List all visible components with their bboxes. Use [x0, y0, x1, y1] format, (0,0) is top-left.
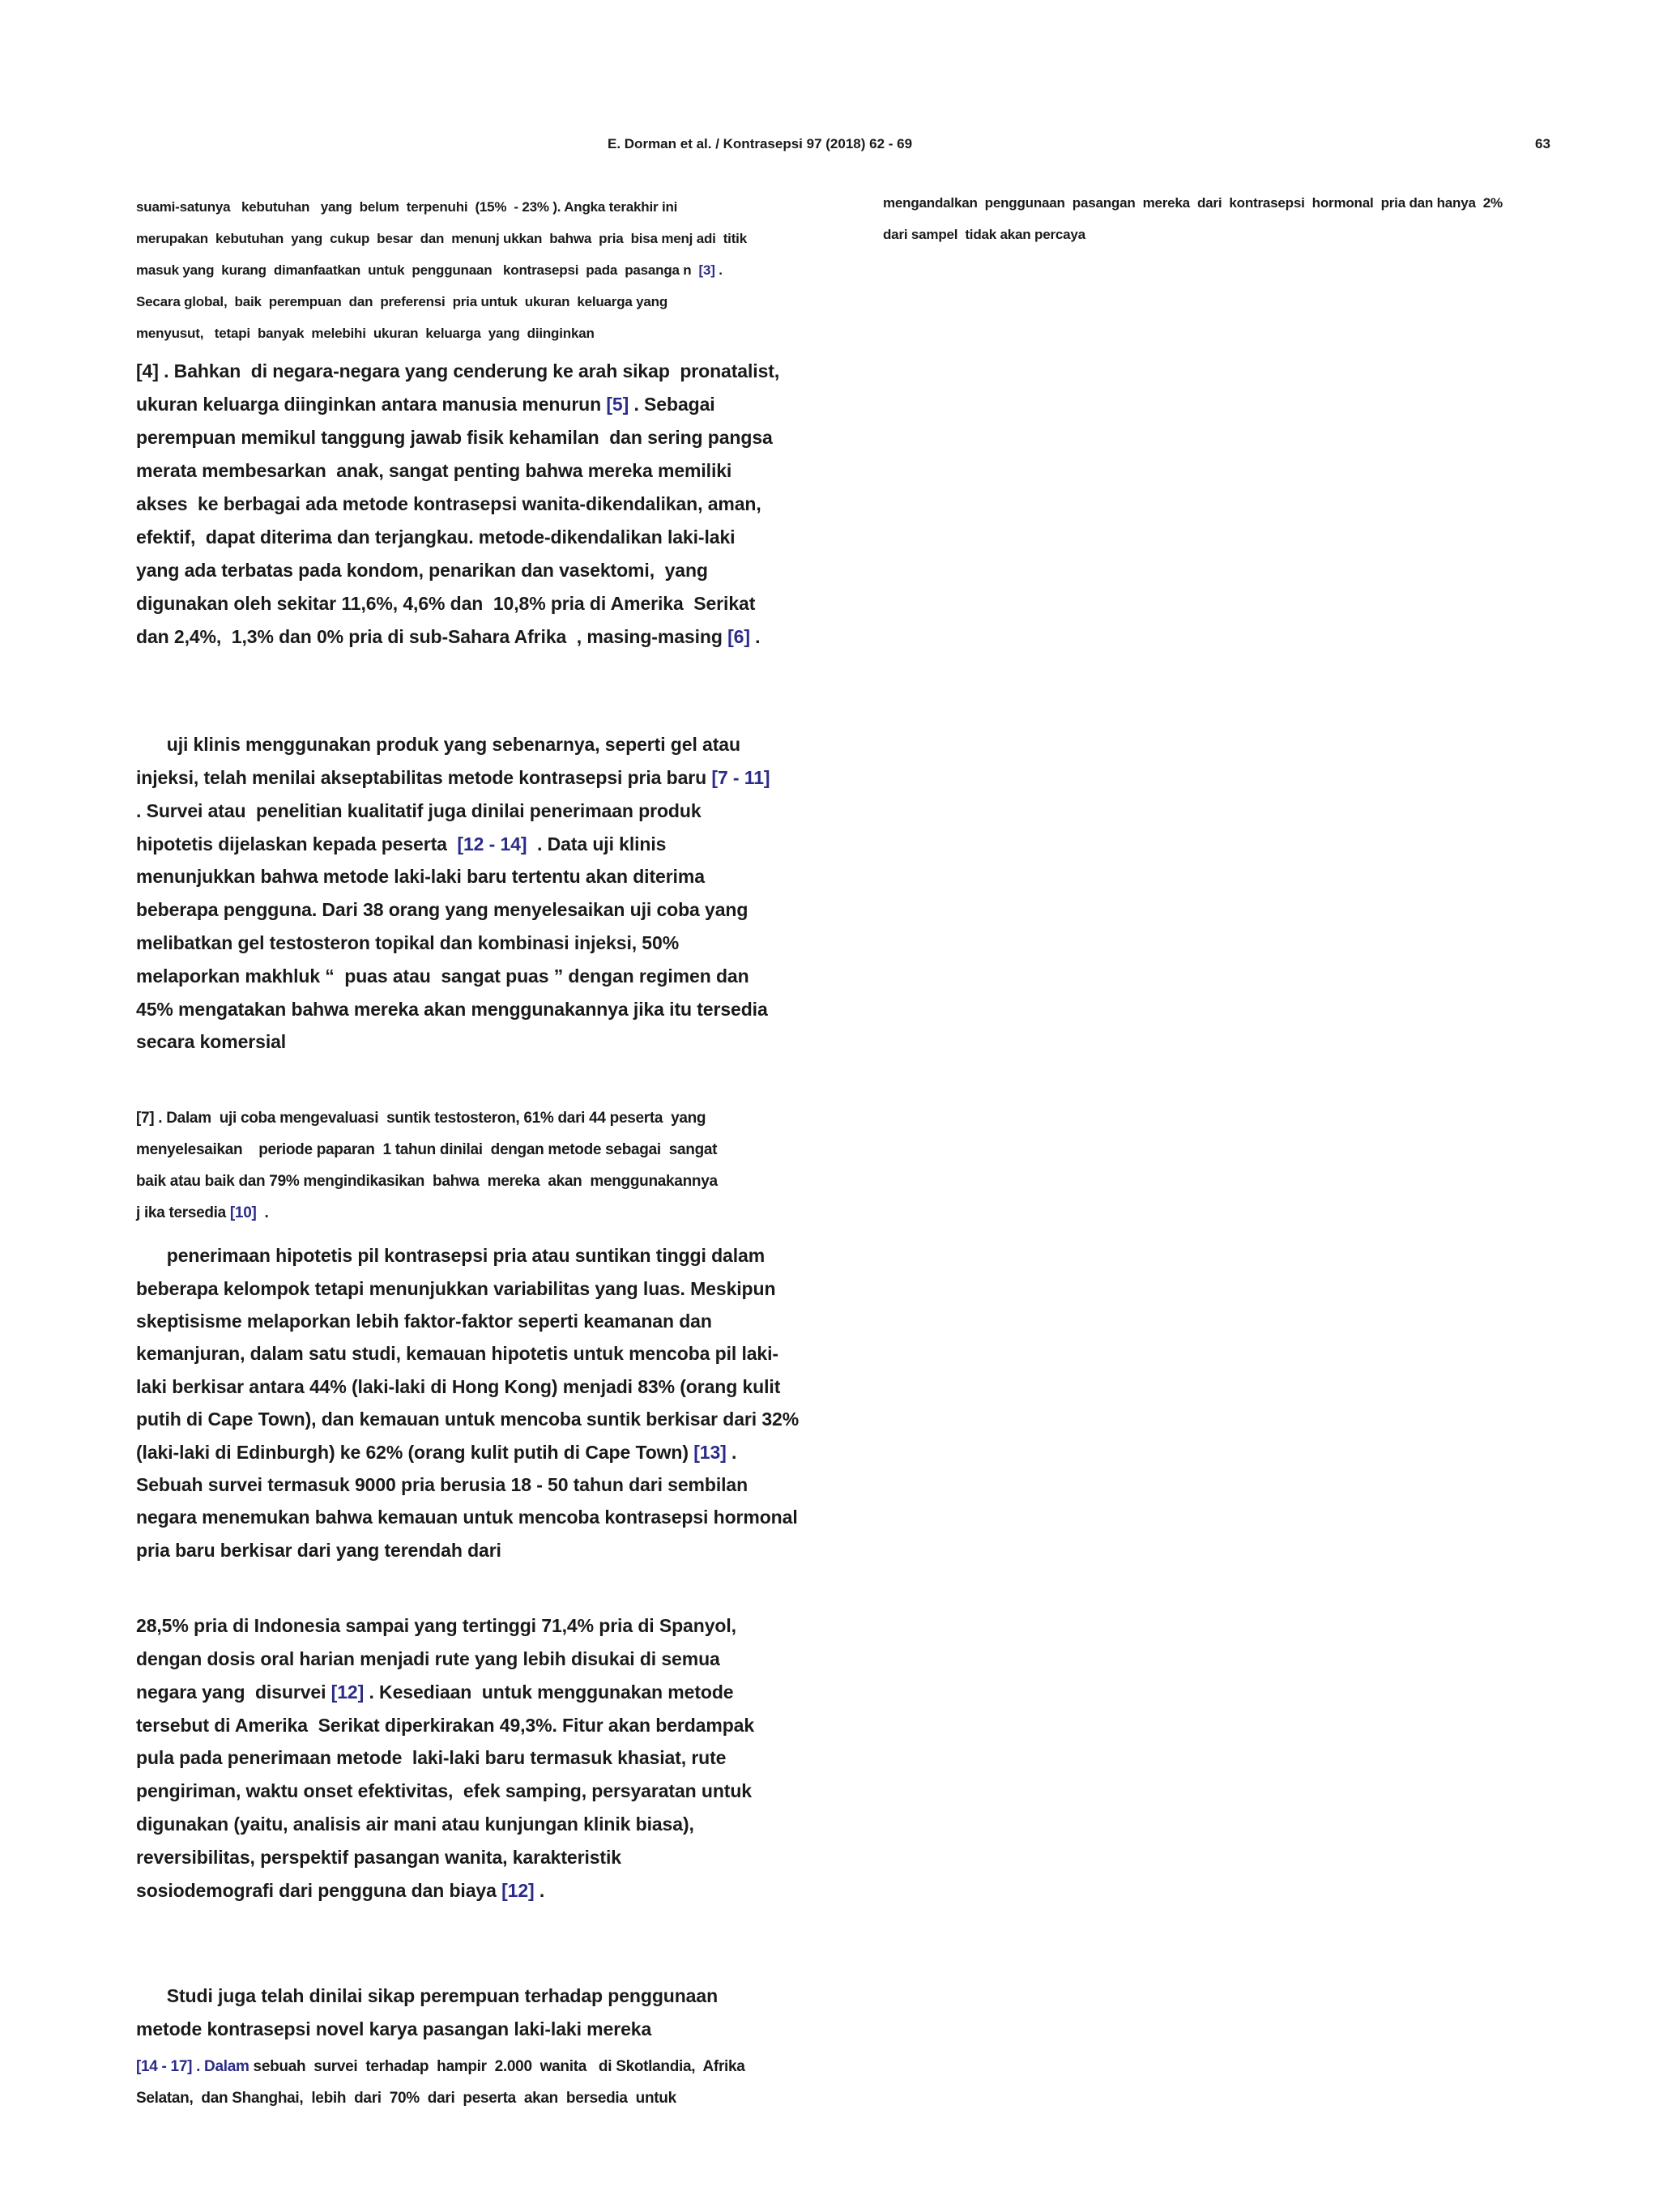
text-segment: Secara global, baik perempuan dan preferensi pria untuk ukuran keluarga yang	[136, 293, 668, 309]
text-line	[136, 1110, 706, 1127]
text-line	[136, 1409, 799, 1430]
text-line	[136, 593, 755, 615]
text-line	[136, 394, 715, 416]
text-segment: sebuah survei terhadap hampir 2.000 wanita di Skotlandia, Afrika	[249, 2057, 745, 2075]
text-line	[136, 1507, 798, 1528]
text-segment: j ika tersedia	[136, 1204, 230, 1221]
text-line	[136, 1615, 736, 1637]
text-segment: putih di Cape Town), dan kemauan untuk mencoba suntik berkisar dari 32%	[136, 1409, 800, 1430]
text-segment: dengan dosis oral harian menjadi rute yang lebih disukai di semua	[136, 1648, 720, 1669]
text-segment: 28,5% pria di Indonesia sampai yang tertinggi 71,4% pria di Spanyol,	[136, 1615, 736, 1637]
text-line	[136, 932, 679, 954]
text-segment: baik atau baik dan 79% mengindikasikan bahwa mereka akan menggunakannya	[136, 1172, 718, 1190]
text-line	[136, 1204, 268, 1222]
text-line	[136, 899, 748, 921]
text-segment: merupakan kebutuhan yang cukup besar dan menunj ukkan bahwa pria bisa menj adi titik	[136, 230, 747, 246]
text-line	[136, 1343, 778, 1365]
citation-link[interactable]: [7 - 11]	[711, 767, 770, 788]
text-segment: .	[256, 1204, 269, 1221]
text-line	[136, 1648, 720, 1670]
text-segment: merata membesarkan anak, sangat penting bahwa mereka memiliki	[136, 460, 732, 482]
text-line	[136, 526, 735, 548]
text-segment: .	[726, 1441, 737, 1463]
text-segment: akses ke berbagai ada metode kontrasepsi wanita-dikendalikan, aman,	[136, 493, 761, 515]
citation-link[interactable]: [3]	[698, 262, 715, 278]
running-title: E. Dorman et al. / Kontrasepsi 97 (2018) 62 - 69	[608, 136, 913, 151]
text-segment: . Kesediaan untuk menggunakan metode	[364, 1681, 734, 1703]
text-segment: injeksi, telah menilai akseptabilitas metode kontrasepsi pria baru	[136, 767, 712, 788]
text-segment: secara komersial	[136, 1031, 287, 1053]
text-line	[136, 1715, 754, 1737]
text-line	[136, 1474, 748, 1496]
text-segment: reversibilitas, perspektif pasangan wanita, karakteristik	[136, 1846, 621, 1868]
text-line	[136, 2018, 651, 2040]
text-segment: beberapa kelompok tetapi menunjukkan variabilitas yang luas. Meskipun	[136, 1277, 776, 1299]
text-segment: perempuan memikul tanggung jawab fisik kehamilan dan sering pangsa	[136, 427, 773, 449]
text-segment: 45% mengatakan bahwa mereka akan menggunakannya jika itu tersedia	[136, 998, 768, 1020]
text-segment: . Sebagai	[629, 394, 715, 416]
text-line	[136, 1880, 544, 1902]
citation-link[interactable]: [12]	[501, 1879, 535, 1901]
text-segment: penerimaan hipotetis pil kontrasepsi pria atau suntikan tinggi dalam	[136, 1245, 766, 1267]
citation-link[interactable]: [14 - 17] . Dalam	[136, 2057, 249, 2075]
text-line	[136, 1681, 733, 1703]
citation-link[interactable]: [12 - 14]	[457, 833, 527, 855]
text-line	[136, 734, 740, 756]
text-line	[136, 1141, 717, 1159]
text-segment: dan 2,4%, 1,3% dan 0% pria di sub-Sahara Afrika , masing-masing	[136, 626, 728, 648]
text-line	[136, 262, 723, 279]
text-segment: dari sampel tidak akan percaya	[883, 226, 1085, 242]
text-line	[136, 460, 731, 482]
text-segment: pula pada penerimaan metode laki-laki baru termasuk khasiat, rute	[136, 1747, 727, 1769]
text-line	[136, 326, 595, 342]
text-segment: menunjukkan bahwa metode laki-laki baru tertentu akan diterima	[136, 866, 705, 888]
text-segment: sosiodemografi dari pengguna dan biaya	[136, 1879, 502, 1901]
text-line	[136, 231, 747, 247]
text-line	[136, 767, 770, 789]
text-segment: Studi juga telah dinilai sikap perempuan terhadap penggunaan	[136, 1985, 719, 2007]
text-line	[136, 1278, 775, 1300]
text-segment: menyelesaikan periode paparan 1 tahun dinilai dengan metode sebagai sangat	[136, 1140, 718, 1158]
text-segment: mengandalkan penggunaan pasangan mereka dari kontrasepsi hormonal pria dan hanya 2%	[883, 194, 1503, 211]
text-line	[136, 1442, 736, 1464]
text-segment: . Survei atau penelitian kualitatif juga dinilai penerimaan produk	[136, 799, 702, 821]
text-segment: negara menemukan bahwa kemauan untuk mencoba kontrasepsi hormonal	[136, 1507, 798, 1528]
text-line	[136, 833, 666, 855]
text-line	[136, 2058, 745, 2076]
text-segment: metode kontrasepsi novel karya pasangan laki-laki mereka	[136, 2018, 652, 2040]
text-line	[136, 1173, 718, 1191]
citation-link[interactable]: [12]	[331, 1681, 365, 1703]
text-segment: Sebuah survei termasuk 9000 pria berusia 18 - 50 tahun dari sembilan	[136, 1474, 748, 1495]
text-segment: [7] . Dalam uji coba mengevaluasi suntik testosteron, 61% dari 44 peserta yang	[136, 1109, 706, 1127]
text-segment: digunakan (yaitu, analisis air mani atau kunjungan klinik biasa),	[136, 1813, 694, 1835]
text-line	[136, 1376, 780, 1398]
citation-link[interactable]: [6]	[727, 626, 750, 648]
text-line	[136, 1311, 712, 1332]
text-segment: laki berkisar antara 44% (laki-laki di Hong Kong) menjadi 83% (orang kulit	[136, 1375, 781, 1397]
text-segment: pria baru berkisar dari yang terendah dari	[136, 1539, 501, 1561]
text-line	[136, 294, 667, 310]
text-line	[136, 493, 761, 515]
text-segment: .	[534, 1879, 545, 1901]
citation-link[interactable]: [5]	[606, 394, 629, 416]
text-segment: (laki-laki di Edinburgh) ke 62% (orang kulit putih di Cape Town)	[136, 1441, 694, 1463]
text-segment: digunakan oleh sekitar 11,6%, 4,6% dan 10,8% pria di Amerika Serikat	[136, 593, 756, 615]
text-line	[136, 1245, 765, 1267]
text-segment: beberapa pengguna. Dari 38 orang yang menyelesaikan uji coba yang	[136, 899, 748, 921]
text-line	[136, 2090, 676, 2108]
text-line	[883, 227, 1085, 243]
page-number: 63	[1535, 136, 1550, 151]
text-line	[136, 866, 705, 888]
text-line	[136, 999, 768, 1021]
text-segment: pengiriman, waktu onset efektivitas, efek samping, persyaratan untuk	[136, 1780, 752, 1802]
text-segment: Selatan, dan Shanghai, lebih dari 70% dari peserta akan bersedia untuk	[136, 2089, 676, 2107]
text-line	[136, 427, 773, 449]
text-segment: .	[714, 262, 723, 278]
text-segment: yang ada terbatas pada kondom, penarikan dan vasektomi, yang	[136, 560, 708, 582]
text-segment: ukuran keluarga diinginkan antara manusia menurun	[136, 394, 607, 416]
text-line	[136, 1031, 286, 1053]
text-line	[136, 800, 702, 822]
text-line	[136, 965, 749, 987]
text-segment: suami-satunya kebutuhan yang belum terpenuhi (15% - 23% ). Angka terakhir ini	[136, 198, 678, 215]
text-segment: [4] . Bahkan di negara-negara yang cenderung ke arah sikap pronatalist,	[136, 360, 780, 382]
text-line	[136, 1813, 694, 1835]
text-segment: melaporkan makhluk “ puas atau sangat puas ” dengan regimen dan	[136, 965, 749, 987]
text-line	[883, 195, 1503, 211]
text-line	[136, 360, 779, 382]
text-segment: menyusut, tetapi banyak melebihi ukuran keluarga yang diinginkan	[136, 325, 595, 341]
text-segment: tersebut di Amerika Serikat diperkirakan 49,3%. Fitur akan berdampak	[136, 1714, 755, 1736]
text-segment: uji klinis menggunakan produk yang sebenarnya, seperti gel atau	[136, 734, 740, 756]
citation-link[interactable]: [10]	[229, 1204, 257, 1221]
text-segment: hipotetis dijelaskan kepada peserta	[136, 833, 458, 855]
text-line	[136, 1747, 726, 1769]
text-line	[136, 626, 760, 648]
text-segment: skeptisisme melaporkan lebih faktor-faktor seperti keamanan dan	[136, 1311, 712, 1332]
text-line	[136, 1540, 501, 1562]
text-segment: negara yang disurvei	[136, 1681, 331, 1703]
text-line	[136, 1985, 718, 2007]
citation-link[interactable]: [13]	[693, 1441, 727, 1463]
text-segment: masuk yang kurang dimanfaatkan untuk penggunaan kontrasepsi pada pasanga n	[136, 262, 699, 278]
text-segment: . Data uji klinis	[527, 833, 667, 855]
text-line	[136, 1780, 752, 1802]
text-segment: melibatkan gel testosteron topikal dan kombinasi injeksi, 50%	[136, 932, 680, 953]
text-line	[136, 199, 677, 215]
text-segment: kemanjuran, dalam satu studi, kemauan hipotetis untuk mencoba pil laki-	[136, 1343, 778, 1365]
text-segment: efektif, dapat diterima dan terjangkau. metode-dikendalikan laki-laki	[136, 526, 736, 548]
text-line	[136, 1847, 621, 1869]
text-line	[136, 560, 708, 582]
text-segment: .	[749, 626, 761, 648]
